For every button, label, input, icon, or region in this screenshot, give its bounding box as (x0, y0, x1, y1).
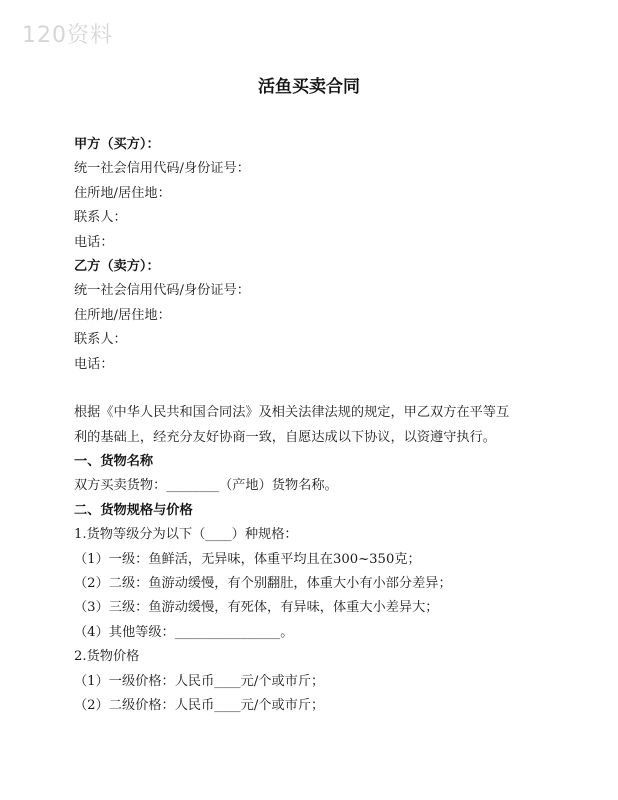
party-a-heading: 甲方（买方）： (74, 137, 160, 152)
spec-intro: 1.货物等级分为以下（____）种规格： (74, 527, 298, 543)
party-b-credit-code: 统一社会信用代码/身份证号： (74, 283, 250, 299)
party-b-phone: 电话： (74, 356, 114, 372)
section-1-text: 双方买卖货物：________（产地）货物名称。 (74, 478, 338, 494)
spacer (74, 377, 554, 401)
grade-item: （4）其他等级：________________。 (74, 624, 294, 640)
price-item: （2）二级价格：人民币____元/个或市斤； (74, 697, 325, 713)
preamble-line-2: 利的基础上，经充分友好协商一致，自愿达成以下协议，以资遵守执行。 (74, 429, 496, 445)
party-b-contact: 联系人： (74, 332, 127, 348)
party-a-credit-code: 统一社会信用代码/身份证号： (74, 161, 250, 177)
party-a-phone: 电话： (74, 234, 114, 250)
grade-item: （2）二级：鱼游动缓慢，有个别翻肚，体重大小有小部分差异； (74, 576, 452, 592)
section-2-heading: 二、货物规格与价格 (74, 502, 193, 518)
preamble-line-1: 根据《中华人民共和国合同法》及相关法律法规的规定，甲乙双方在平等互 (74, 405, 510, 421)
party-b-address: 住所地/居住地： (74, 307, 171, 323)
document-title: 活鱼买卖合同 (258, 77, 360, 97)
party-a-contact: 联系人： (74, 210, 127, 226)
grade-item: （1）一级：鱼鲜活，无异味，体重平均且在300~350克； (74, 551, 421, 567)
watermark-logo: 120资料 (22, 23, 113, 48)
grade-item: （3）三级：鱼游动缓慢，有死体，有异味，体重大小差异大； (74, 600, 439, 616)
price-item: （1）一级价格：人民币____元/个或市斤； (74, 673, 325, 689)
party-b-heading: 乙方（卖方）： (74, 258, 160, 274)
section-1-heading: 一、货物名称 (74, 454, 154, 470)
price-intro: 2.货物价格 (74, 649, 140, 665)
contract-body (74, 133, 554, 718)
party-a-address: 住所地/居住地： (74, 185, 171, 201)
